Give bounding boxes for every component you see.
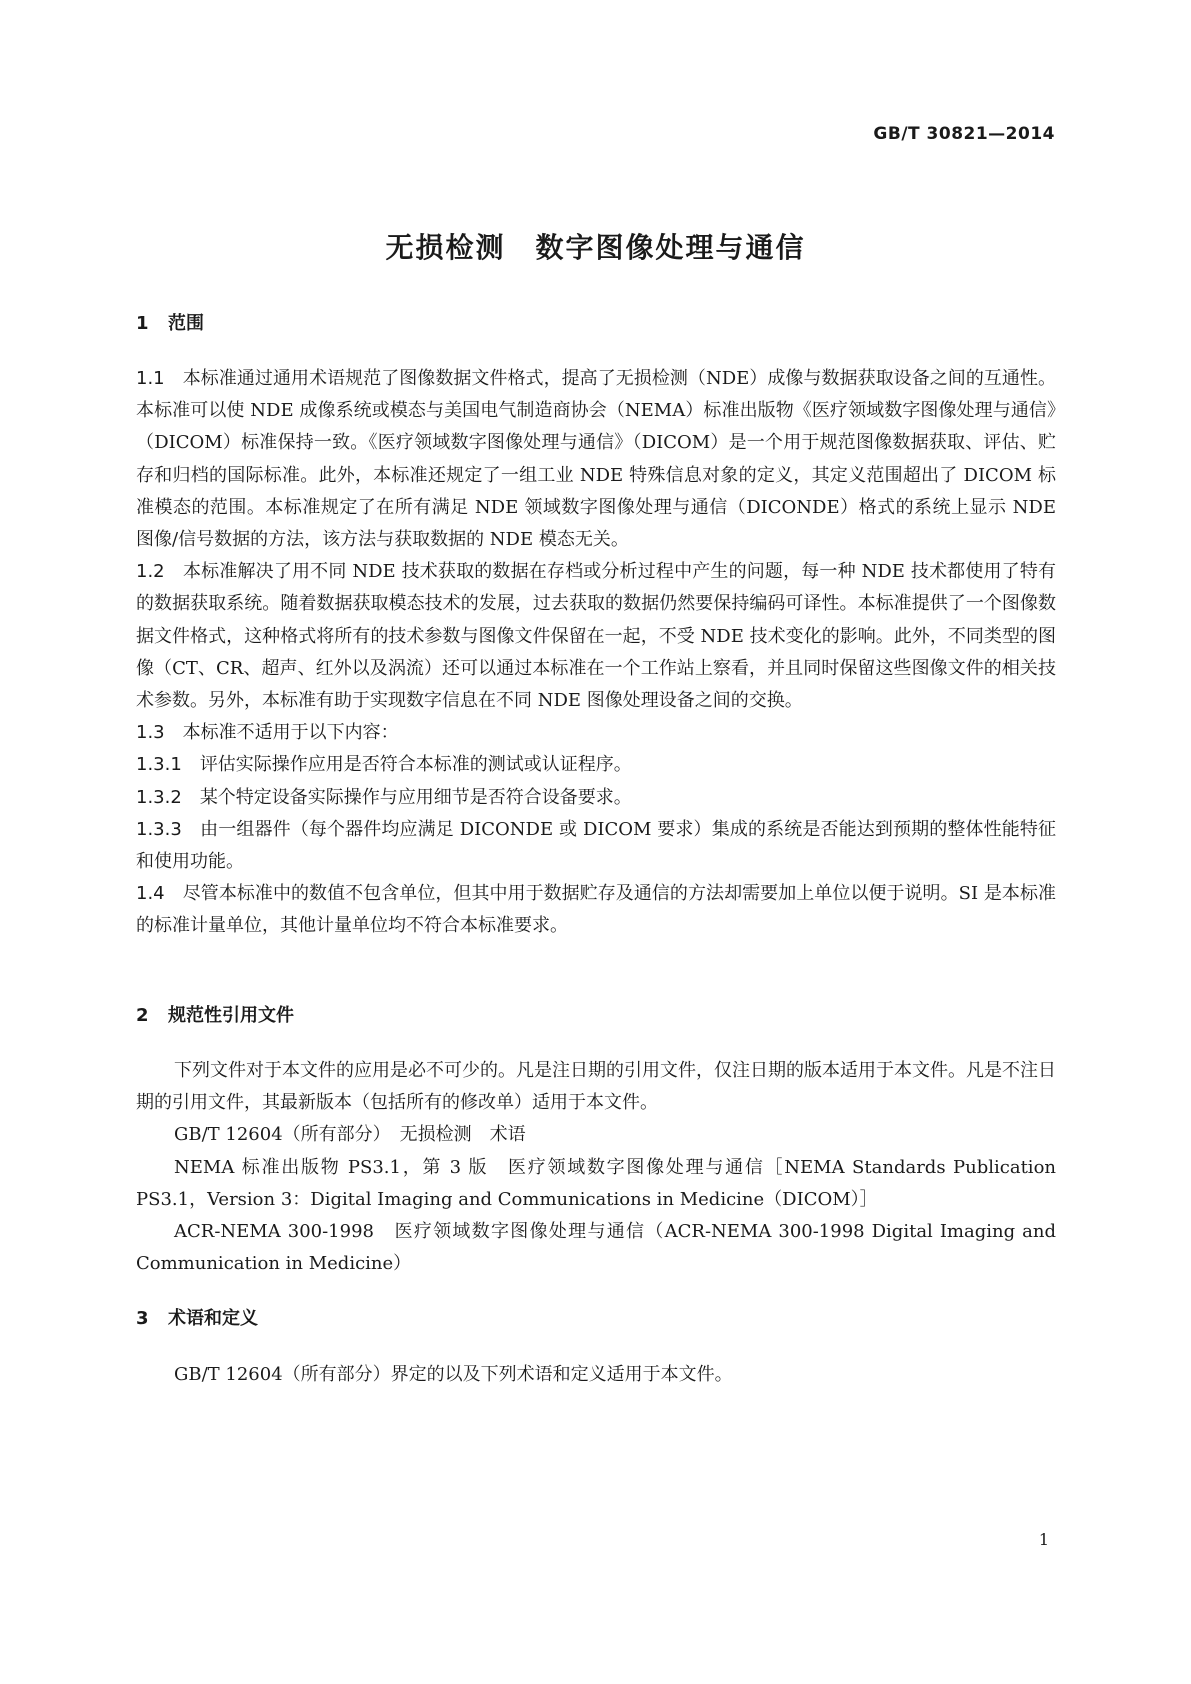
clause-1-3-number: 1.3 [136, 722, 165, 744]
clause-1-3-3-text: 由一组器件（每个器件均应满足 DICONDE 或 DICOM 要求）集成的系统是否能达到预期的整体性能特征和使用功能。 [136, 818, 1057, 873]
reference-nema-ps3-1: NEMA 标准出版物 PS3.1，第 3 版 医疗领域数字图像处理与通信［NEMA Standards Publication PS3.1，Version 3：Digital Imaging and Communications in Medicine（DICOM）］ [136, 1156, 1056, 1210]
section-3-intro: GB/T 12604（所有部分）界定的以及下列术语和定义适用于本文件。 [174, 1364, 733, 1385]
clause-1-3-2-text: 某个特定设备实际操作与应用细节是否符合设备要求。 [199, 786, 632, 808]
section-1-heading [136, 308, 1056, 340]
clause-1-3-2-number: 1.3.2 [136, 786, 182, 808]
clause-1-3 [136, 717, 1056, 749]
clause-1-3-1-text: 评估实际操作应用是否符合本标准的测试或认证程序。 [199, 754, 632, 776]
clause-1-3-2 [136, 782, 1056, 814]
section-3-number: 3 [136, 1308, 149, 1329]
clause-1-4-text: 尽管本标准中的数值不包含单位，但其中用于数据贮存及通信的方法却需要加上单位以便于说明。SI 是本标准的标准计量单位，其他计量单位均不符合本标准要求。 [136, 883, 1056, 937]
section-3-heading [136, 1303, 1056, 1335]
clause-1-2 [136, 556, 1056, 717]
clause-1-3-3-number: 1.3.3 [136, 818, 182, 840]
clause-1-4-number: 1.4 [136, 883, 165, 905]
clause-1-3-1 [136, 749, 1056, 781]
section-1-title: 范围 [168, 313, 204, 334]
document-title: 无损检测 数字图像处理与通信 [385, 231, 806, 264]
standard-code: GB/T 30821—2014 [873, 124, 1055, 144]
reference-acr-nema-300: ACR-NEMA 300-1998 医疗领域数字图像处理与通信（ACR-NEMA 300-1998 Digital Imaging and Communication in Medicine） [136, 1221, 1056, 1275]
section-2-title: 规范性引用文件 [168, 1005, 294, 1026]
section-2-number: 2 [136, 1005, 149, 1026]
section-2-intro: 下列文件对于本文件的应用是必不可少的。凡是注日期的引用文件，仅注日期的版本适用于本文件。凡是不注日期的引用文件，其最新版本（包括所有的修改单）适用于本文件。 [136, 1060, 1056, 1114]
section-1-body [136, 363, 1056, 943]
clause-1-3-1-number: 1.3.1 [136, 754, 182, 776]
clause-1-3-3 [136, 814, 1056, 878]
page-number: 1 [1038, 1530, 1049, 1549]
clause-1-3-text: 本标准不适用于以下内容： [182, 722, 399, 744]
clause-1-1 [136, 363, 1056, 556]
section-2-body [136, 1055, 1056, 1280]
clause-1-2-text: 本标准解决了用不同 NDE 技术获取的数据在存档或分析过程中产生的问题，每一种 NDE 技术都使用了特有的数据获取系统。随着数据获取模态技术的发展，过去获取的数据仍然要保持编码可译性。本标准提供了一个图像数据文件格式，这种格式将所有的技术参数与图像文件保留在一起，不受 NDE 技术变化的影响。此外，不同类型的图像（CT、CR、超声、红外以及涡流）还可以通过本标准在一个工作站上察看，并且同时保留这些图像文件的相关技术参数。另外，本标准有助于实现数字信息在不同 NDE 图像处理设备之间的交换。 [136, 561, 1057, 712]
reference-gbt-12604: GB/T 12604（所有部分） 无损检测 术语 [174, 1124, 526, 1146]
section-3-body [136, 1359, 1056, 1391]
section-1-number: 1 [136, 313, 149, 334]
clause-1-1-text: 本标准通过通用术语规范了图像数据文件格式，提高了无损检测（NDE）成像与数据获取设备之间的互通性。本标准可以使 NDE 成像系统或模态与美国电气制造商协会（NEMA）标准出版物《医疗领域数字图像处理与通信》（DICOM）标准保持一致。《医疗领域数字图像处理与通信》（DICOM）是一个用于规范图像数据获取、评估、贮存和归档的国际标准。此外，本标准还规定了一组工业 NDE 特殊信息对象的定义，其定义范围超出了 DICOM 标准模态的范围。本标准规定了在所有满足 NDE 领域数字图像处理与通信（DICONDE）格式的系统上显示 NDE 图像/信号数据的方法，该方法与获取数据的 NDE 模态无关。 [136, 368, 1056, 551]
clause-1-1-number: 1.1 [136, 368, 165, 389]
clause-1-4 [136, 878, 1056, 942]
section-3-title: 术语和定义 [168, 1308, 258, 1329]
section-2-heading [136, 1000, 1056, 1032]
clause-1-2-number: 1.2 [136, 561, 165, 583]
